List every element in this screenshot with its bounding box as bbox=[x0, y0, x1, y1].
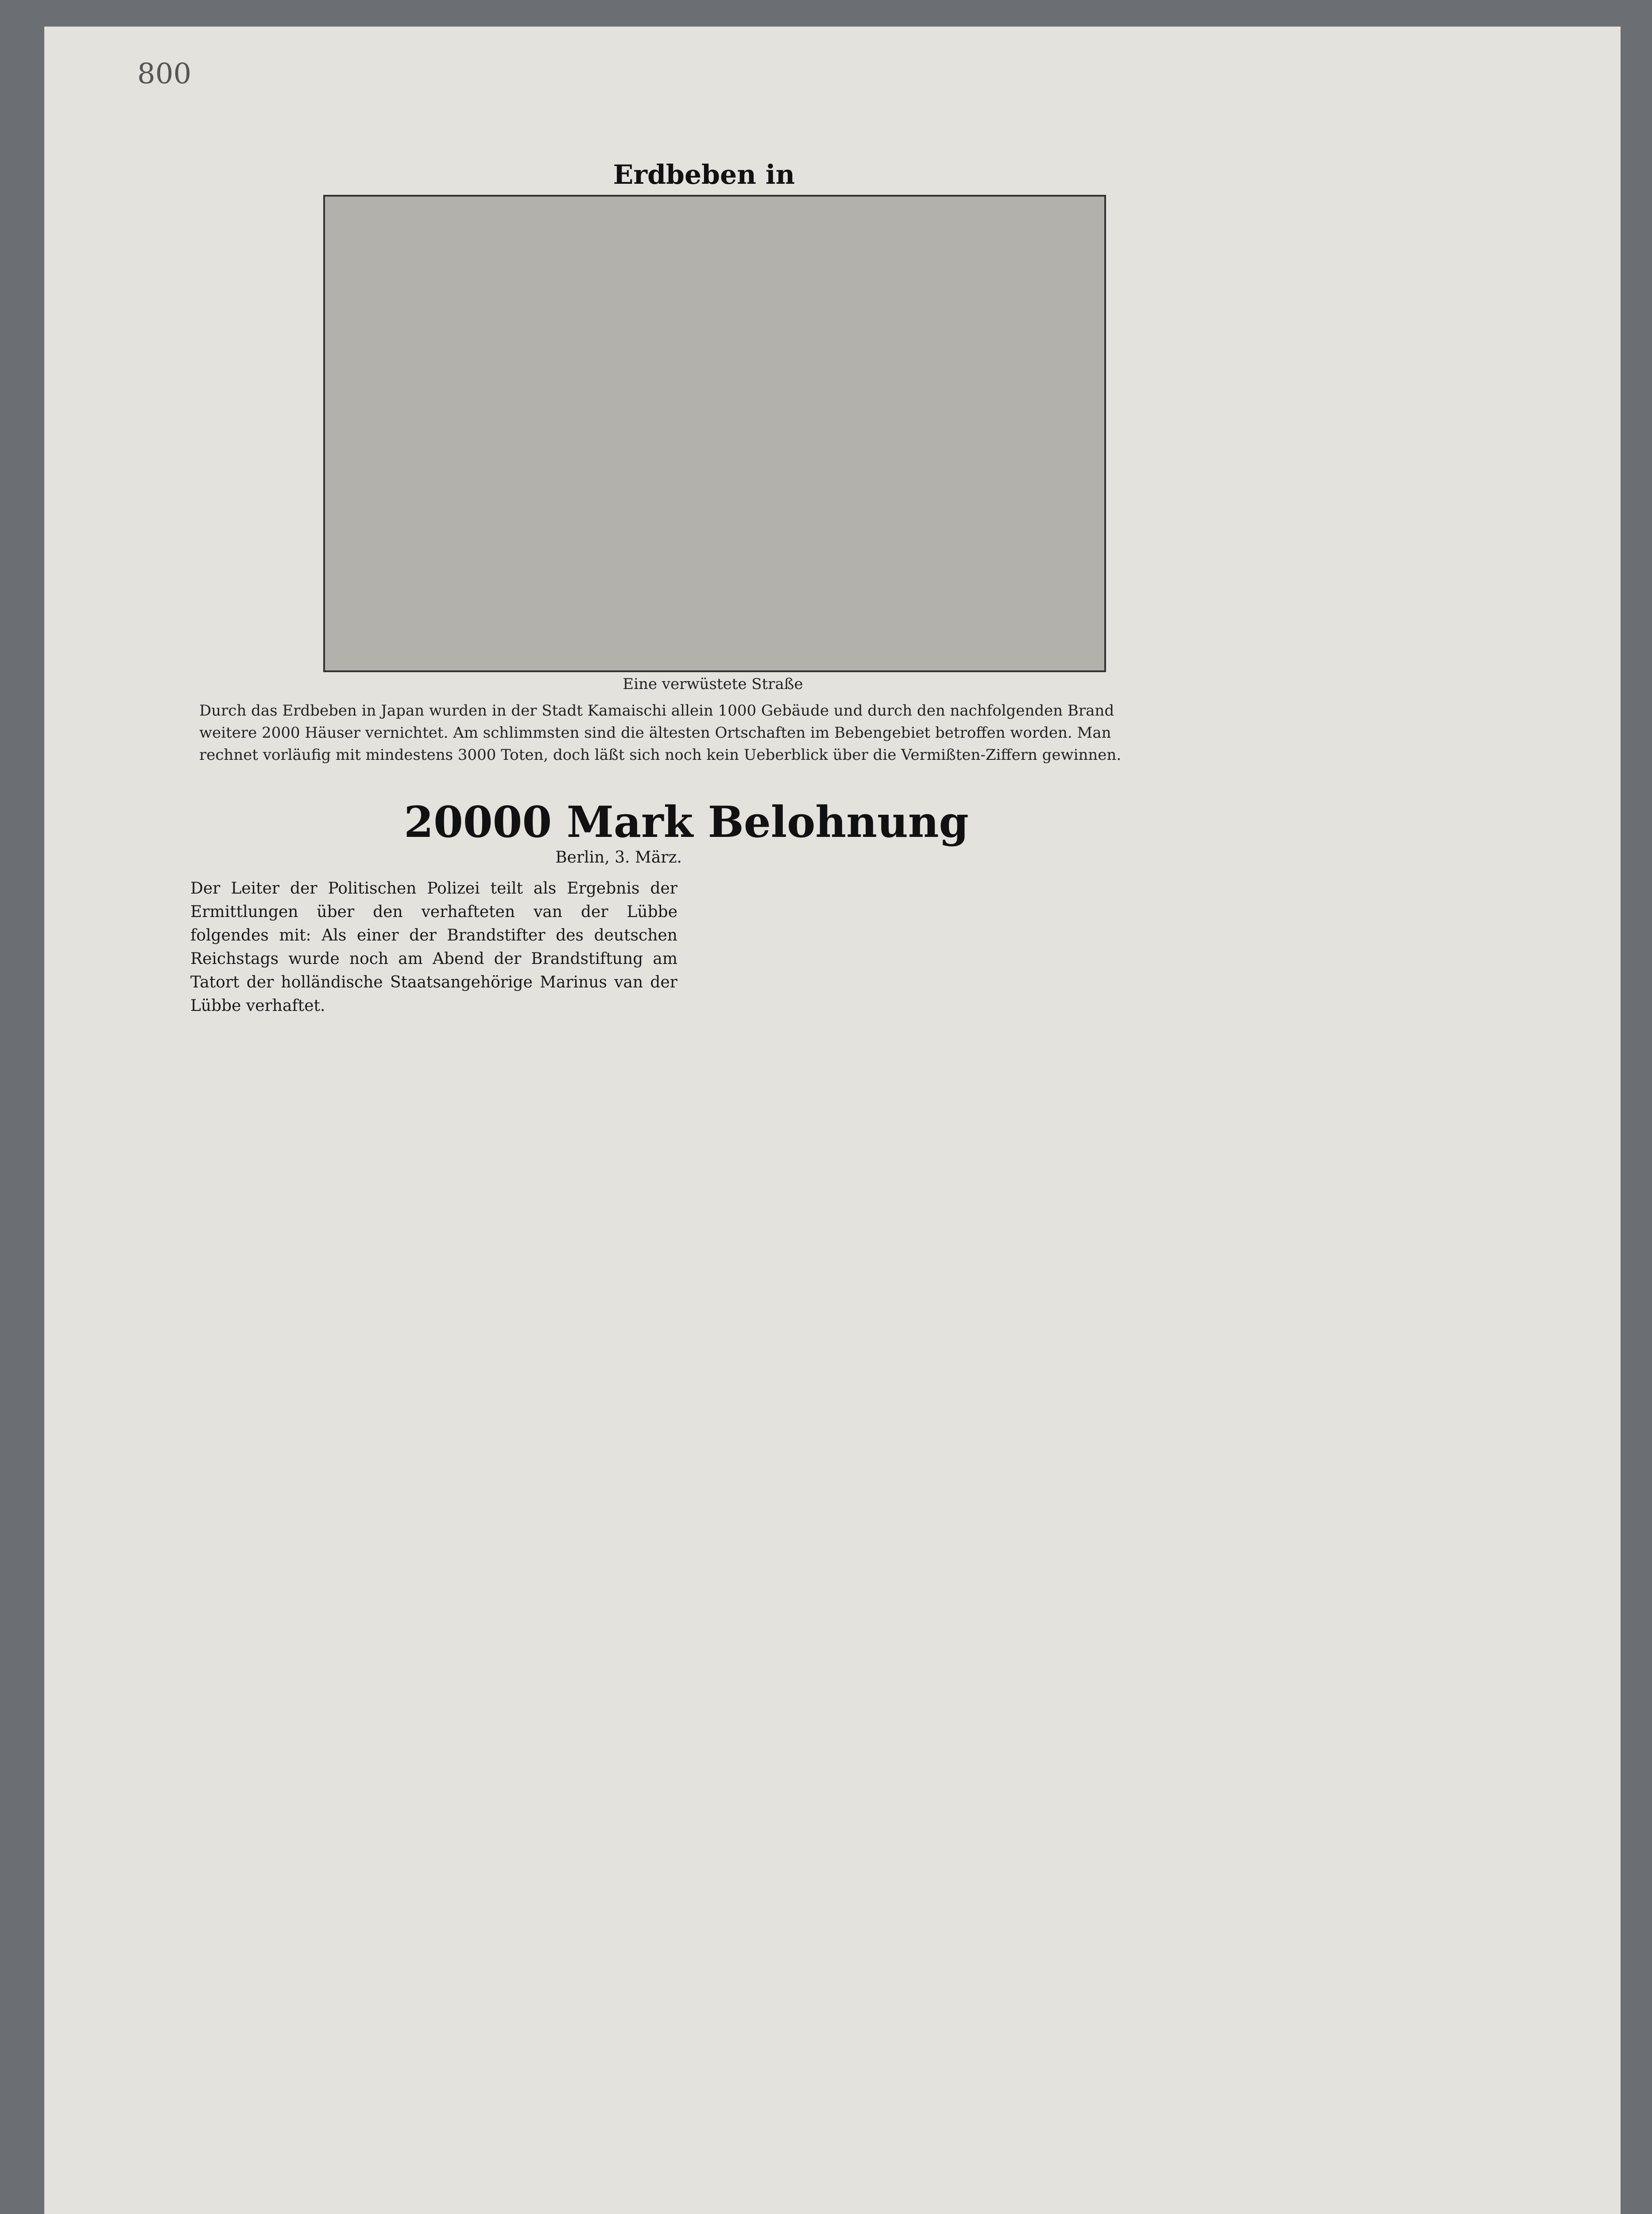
newspaper-page bbox=[44, 27, 1621, 2214]
page-number: 800 bbox=[137, 58, 192, 90]
reward-headline: 20000 Mark Belohnung bbox=[404, 797, 969, 847]
japan-caption: Durch das Erdbeben in Japan wurden in der Stadt Kamaischi allein 1000 Gebäude und durch den nachfolgenden Brand weitere 2000 Häuser vernichtet. Am schlimmsten sind die ältesten Ortschaften im Bebengebiet betroffen worden. Man rechnet vorläufig mit mindestens 3000 Toten, doch läßt sich noch kein Ueberblick über die Vermißten-Ziffern gewinnen. bbox=[199, 702, 1122, 764]
reward-text: Der Leiter der Politischen Polizei teilt als Ergebnis der Ermittlungen über den verhafteten van der Lübbe folgendes mit: Als einer der Brandstifter des deutschen Reichstags wurde noch am Abend der Brandstiftung am Tatort der holländische Staatsangehörige Marinus van der Lübbe verhaftet. bbox=[190, 879, 677, 1015]
japan-earthquake-photo bbox=[323, 195, 1106, 672]
photo-caption-title: Eine verwüstete Straße bbox=[623, 675, 803, 693]
reward-dateline: Berlin, 3. März. bbox=[555, 848, 682, 867]
japan-headline: Erdbeben in bbox=[613, 159, 795, 190]
